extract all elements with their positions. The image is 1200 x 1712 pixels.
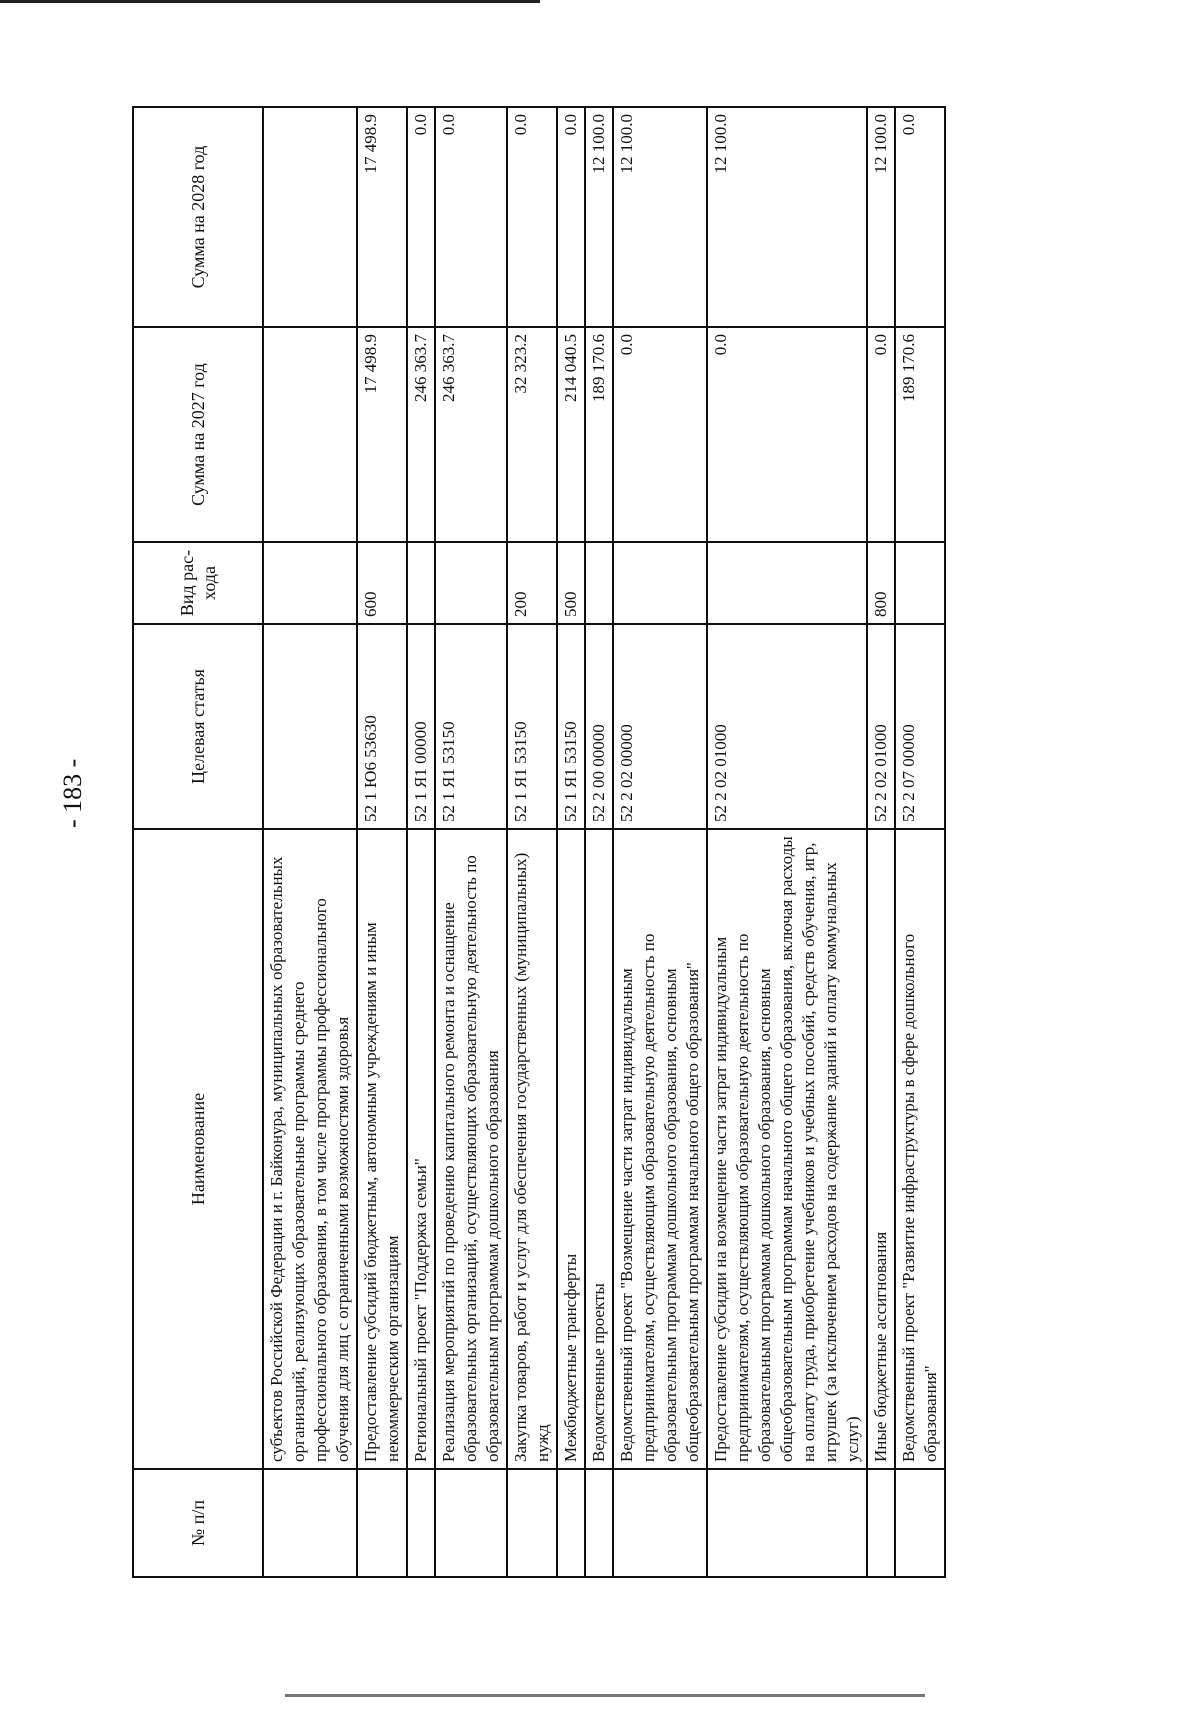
table-row — [585, 107, 613, 1577]
top-edge-line — [0, 0, 540, 3]
cell-sum-2027: 246 363.7 — [435, 327, 507, 542]
header-type: Вид рас- хода — [133, 542, 263, 624]
cell-target: 52 2 02 01000 — [867, 624, 895, 829]
cell-type: 200 — [507, 542, 557, 624]
cell-name: Ведомственный проект "Развитие инфраструктуры в сфере дошкольного образования" — [895, 829, 945, 1469]
table-row — [263, 107, 357, 1577]
table-row — [613, 107, 707, 1577]
header-sum-2028: Сумма на 2028 год — [133, 107, 263, 327]
cell-sum-2027: 0.0 — [707, 327, 867, 542]
header-num: № п/п — [133, 1469, 263, 1577]
cell-target: 52 2 00 00000 — [585, 624, 613, 829]
cell-type — [435, 542, 507, 624]
bottom-edge-line — [285, 1694, 925, 1697]
cell-sum-2028: 0.0 — [557, 107, 585, 327]
cell-target: 52 1 Я1 53150 — [507, 624, 557, 829]
header-name: Наименование — [133, 829, 263, 1469]
cell-type — [895, 542, 945, 624]
cell-target: 52 2 02 01000 — [707, 624, 867, 829]
cell-type — [263, 542, 357, 624]
cell-name: Предоставление субсидий бюджетным, автономным учреждениям и иным некоммерческим организациям — [357, 829, 407, 1469]
cell-sum-2028: 12 100.0 — [613, 107, 707, 327]
cell-num — [435, 1469, 507, 1577]
cell-num — [613, 1469, 707, 1577]
cell-name: Межбюджетные трансферты — [557, 829, 585, 1469]
cell-target: 52 1 Я1 53150 — [435, 624, 507, 829]
table-header-row — [133, 107, 263, 1577]
table-row — [507, 107, 557, 1577]
cell-type: 600 — [357, 542, 407, 624]
cell-name: Реализация мероприятий по проведению капитального ремонта и оснащение образовательных организаций, осуществляющих образовательную деятельность по образовательным программам дошкольного образования — [435, 829, 507, 1469]
cell-sum-2027: 189 170.6 — [895, 327, 945, 542]
cell-num — [557, 1469, 585, 1577]
cell-type — [613, 542, 707, 624]
cell-sum-2028: 12 100.0 — [585, 107, 613, 327]
cell-sum-2027: 17 498.9 — [357, 327, 407, 542]
cell-type: 800 — [867, 542, 895, 624]
cell-sum-2027: 0.0 — [867, 327, 895, 542]
cell-name: субъектов Российской Федерации и г. Байконура, муниципальных образовательных организаций, реализующих образовательные программы среднего профессионального образования, в том числе программы профессионального обучения для лиц с ограниченными возможностями здоровья — [263, 829, 357, 1469]
cell-type — [707, 542, 867, 624]
cell-sum-2027 — [263, 327, 357, 542]
cell-sum-2027: 246 363.7 — [407, 327, 435, 542]
cell-sum-2028: 0.0 — [895, 107, 945, 327]
cell-type: 500 — [557, 542, 585, 624]
cell-num — [867, 1469, 895, 1577]
cell-type — [407, 542, 435, 624]
cell-num — [407, 1469, 435, 1577]
budget-table-container — [132, 108, 992, 1578]
cell-num — [263, 1469, 357, 1577]
header-target: Целевая статья — [133, 624, 263, 829]
cell-sum-2028: 0.0 — [507, 107, 557, 327]
cell-sum-2028: 17 498.9 — [357, 107, 407, 327]
table-row — [407, 107, 435, 1577]
cell-name: Иные бюджетные ассигнования — [867, 829, 895, 1469]
budget-table — [132, 106, 946, 1578]
cell-name: Предоставление субсидии на возмещение части затрат индивидуальным предпринимателям, осуществляющим образовательную деятельность по образовательным программам дошкольного образования, основным общеобразовательным программам начального общего образования, включая расходы на оплату труда, приобретение учебников и учебных пособий, средств обучения, игр, игрушек (за исключением расходов на содержание зданий и оплату коммунальных услуг) — [707, 829, 867, 1469]
table-row — [867, 107, 895, 1577]
cell-sum-2027: 0.0 — [613, 327, 707, 542]
table-row — [435, 107, 507, 1577]
header-sum-2027: Сумма на 2027 год — [133, 327, 263, 542]
cell-name: Закупка товаров, работ и услуг для обеспечения государственных (муниципальных) нужд — [507, 829, 557, 1469]
table-row — [357, 107, 407, 1577]
cell-num — [507, 1469, 557, 1577]
cell-name: Ведомственные проекты — [585, 829, 613, 1469]
table-row — [895, 107, 945, 1577]
cell-num — [895, 1469, 945, 1577]
cell-sum-2028: 0.0 — [435, 107, 507, 327]
table-row — [707, 107, 867, 1577]
cell-num — [357, 1469, 407, 1577]
cell-sum-2028: 0.0 — [407, 107, 435, 327]
cell-name: Региональный проект "Поддержка семьи" — [407, 829, 435, 1469]
cell-sum-2028: 12 100.0 — [707, 107, 867, 327]
cell-sum-2027: 32 323.2 — [507, 327, 557, 542]
page-number: - 183 - — [58, 758, 87, 828]
cell-sum-2028: 12 100.0 — [867, 107, 895, 327]
cell-sum-2028 — [263, 107, 357, 327]
cell-type — [585, 542, 613, 624]
cell-target: 52 2 07 00000 — [895, 624, 945, 829]
cell-sum-2027: 189 170.6 — [585, 327, 613, 542]
table-body — [263, 107, 945, 1577]
table-row — [557, 107, 585, 1577]
cell-name: Ведомственный проект "Возмещение части затрат индивидуальным предпринимателям, осуществляющим образовательную деятельность по образовательным программам дошкольного образования, основным общеобразовательным программам начального общего образования" — [613, 829, 707, 1469]
cell-target — [263, 624, 357, 829]
cell-target: 52 2 02 00000 — [613, 624, 707, 829]
cell-sum-2027: 214 040.5 — [557, 327, 585, 542]
cell-target: 52 1 Ю6 53630 — [357, 624, 407, 829]
cell-target: 52 1 Я1 53150 — [557, 624, 585, 829]
cell-target: 52 1 Я1 00000 — [407, 624, 435, 829]
cell-num — [707, 1469, 867, 1577]
cell-num — [585, 1469, 613, 1577]
